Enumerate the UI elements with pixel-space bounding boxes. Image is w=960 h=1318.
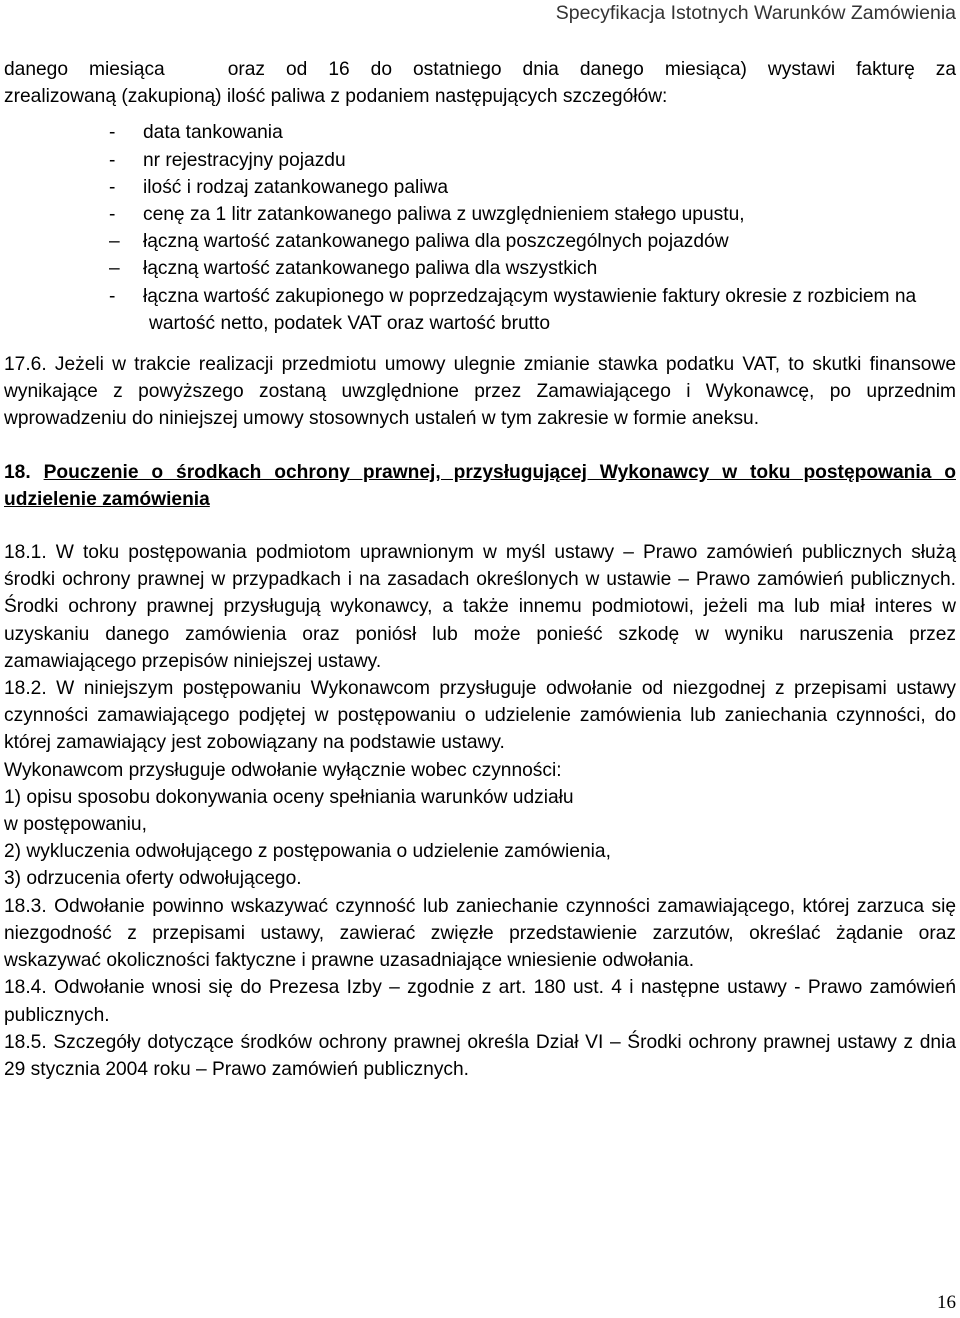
paragraph-18-1: 18.1. W toku postępowania podmiotom uprawnionym w myśl ustawy – Prawo zamówień publicznych służą środki ochrony prawnej w przypadkach i na zasadach określonych w ustawie – Prawo zamówień publicznych. Środki ochrony prawnej przysługują wykonawcy, a także innemu podmiotowi, jeżeli ma lub miał interes w uzyskaniu danego zamówienia oraz poniósł lub może ponieść szkodę w wyniku naruszenia przez zamawiającego przepisów niniejszej ustawy.	[4, 542, 956, 672]
intro-line-2: zrealizowaną (zakupioną) ilość paliwa z podaniem następujących szczegółów:	[4, 86, 668, 108]
paragraph-18-4: 18.4. Odwołanie wnosi się do Prezesa Izby – zgodnie z art. 180 ust. 4 i następne ustawy - Prawo zamówień publicznych.	[4, 977, 956, 1026]
list-item: - łączna wartość zakupionego w poprzedzającym wystawienie faktury okresie z rozbiciem na wartość netto, podatek VAT oraz wartość brutto	[109, 285, 917, 334]
paragraph-18-2-line: 1) opisu sposobu dokonywania oceny spełniania warunków udziału	[4, 786, 574, 808]
paragraph-18-5: 18.5. Szczegóły dotyczące środków ochrony prawnej określa Dział VI – Środki ochrony prawnej ustawy z dnia 29 stycznia 2004 roku – Prawo zamówień publicznych.	[4, 1031, 956, 1080]
section-18-number: 18.	[4, 461, 31, 483]
page-number: 16	[937, 1292, 956, 1313]
list-item: – łączną wartość zatankowanego paliwa dla poszczególnych pojazdów	[109, 231, 729, 253]
intro-line-1: danego miesiąca oraz od 16 do ostatniego dnia danego miesiąca) wystawi fakturę za	[4, 59, 956, 80]
list-item: - data tankowania	[109, 122, 283, 144]
page-header-title: Specyfikacja Istotnych Warunków Zamówienia	[555, 2, 956, 24]
list-item: - ilość i rodzaj zatankowanego paliwa	[109, 176, 449, 198]
paragraph-18-2-line: 2) wykluczenia odwołującego z postępowania o udzielenie zamówienia,	[4, 841, 611, 863]
list-item: - nr rejestracyjny pojazdu	[109, 149, 346, 171]
paragraph-18-3: 18.3. Odwołanie powinno wskazywać czynność lub zaniechanie czynności zamawiającego, której zarzuca się niezgodność z przepisami ustawy, zawierać zwięzłe przedstawienie zarzutów, określać żądanie oraz wskazywać okoliczności faktyczne i prawne uzasadniające wniesienie odwołania.	[4, 895, 956, 972]
document-body	[4, 56, 956, 1083]
paragraph-18-2-line: w postępowaniu,	[4, 814, 147, 836]
section-18-heading	[4, 459, 956, 513]
paragraph-18-2-line: 3) odrzucenia oferty odwołującego.	[4, 868, 302, 890]
section-18-title: Pouczenie o środkach ochrony prawnej, przysługującej Wykonawcy w toku postępowania o udzielenie zamówienia	[4, 461, 956, 510]
list-item: – łączną wartość zatankowanego paliwa dla wszystkich	[109, 258, 598, 280]
details-list	[4, 119, 956, 337]
list-item: - cenę za 1 litr zatankowanego paliwa z uwzględnieniem stałego upustu,	[109, 204, 745, 226]
paragraph-18-2: 18.2. W niniejszym postępowaniu Wykonawcom przysługuje odwołanie od niezgodnej z przepisami ustawy czynności zamawiającego podjętej w postępowaniu o udzielenie zamówienia lub zaniechania czynności, do której zamawiający jest zobowiązany na podstawie ustawy.	[4, 678, 956, 754]
paragraph-18-2-line: Wykonawcom przysługuje odwołanie wyłącznie wobec czynności:	[4, 759, 562, 781]
paragraph-17-6: 17.6. Jeżeli w trakcie realizacji przedmiotu umowy ulegnie zmianie stawka podatku VAT, to skutki finansowe wynikające z powyższego zostaną uwzględnione przez Zamawiającego i Wykonawcę, po uprzednim wprowadzeniu do niniejszej umowy stosownych ustaleń w tym zakresie w formie aneksu.	[4, 354, 956, 430]
